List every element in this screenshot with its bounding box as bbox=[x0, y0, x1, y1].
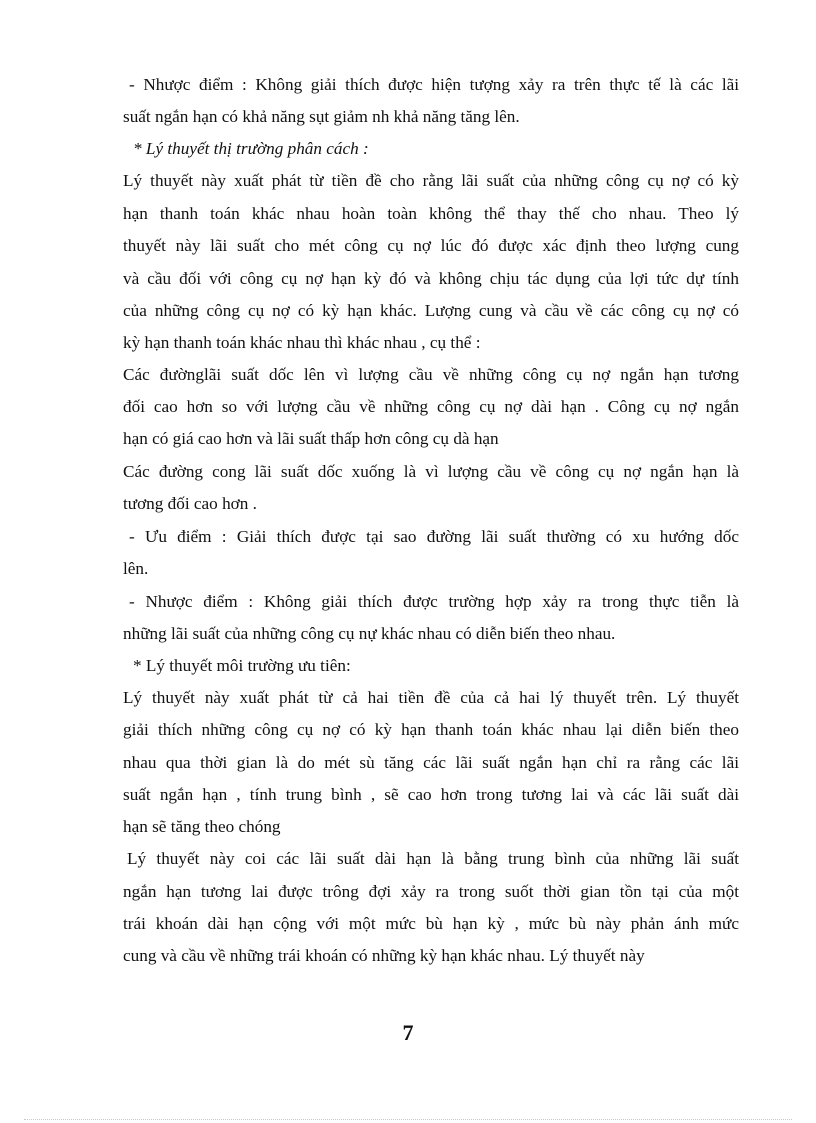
text-line: lên. bbox=[123, 559, 149, 578]
text-line: Lý thuyết này coi các lãi suất dài hạn là bằng trung bình của những lãi suất bbox=[127, 849, 739, 868]
text-line: hạn có giá cao hơn và lãi suất thấp hơn công cụ dà hạn bbox=[123, 429, 499, 448]
text-line: Các đườnglãi suất dốc lên vì lượng cầu về những công cụ nợ ngắn hạn tương bbox=[123, 365, 739, 384]
text-line: - Nhược điểm : Không giải thích được trường hợp xảy ra trong thực tiễn là bbox=[129, 592, 739, 611]
text-line: Các đường cong lãi suất dốc xuống là vì lượng cầu về công cụ nợ ngắn hạn là bbox=[123, 462, 739, 481]
text-line: suất ngắn hạn , tính trung bình , sẽ cao hơn trong tương lai và các lãi suất dài bbox=[123, 785, 739, 804]
page-bottom-divider bbox=[24, 1119, 792, 1120]
text-line: cung và cầu về những trái khoán có những kỳ hạn khác nhau. Lý thuyết này bbox=[123, 946, 645, 965]
text-line: thuyết này lãi suất cho mét công cụ nợ lúc đó được xác định theo lượng cung bbox=[123, 236, 739, 255]
text-line: kỳ hạn thanh toán khác nhau thì khác nhau , cụ thể : bbox=[123, 333, 481, 352]
text-line: nhau qua thời gian là do mét sù tăng các lãi suất ngắn hạn chỉ ra rằng các lãi bbox=[123, 753, 739, 772]
page-number: 7 bbox=[402, 1020, 414, 1045]
text-line: giải thích những công cụ nợ có kỳ hạn thanh toán khác nhau lại diễn biến theo bbox=[123, 720, 739, 739]
text-line: - Nhược điểm : Không giải thích được hiện tượng xảy ra trên thực tế là các lãi bbox=[129, 75, 739, 94]
text-line: ngắn hạn tương lai được trông đợi xảy ra trong suốt thời gian tồn tại của một bbox=[123, 882, 739, 901]
text-line: Lý thuyết này xuất phát từ tiền đề cho rằng lãi suất của những công cụ nợ có kỳ bbox=[123, 171, 739, 190]
text-line: suất ngắn hạn có khả năng sụt giảm nh khả năng tăng lên. bbox=[123, 107, 520, 126]
text-line: tương đối cao hơn . bbox=[123, 494, 257, 513]
text-line: Lý thuyết này xuất phát từ cả hai tiền đề của cả hai lý thuyết trên. Lý thuyết bbox=[123, 688, 739, 707]
text-line: của những công cụ nợ có kỳ hạn khác. Lượng cung và cầu về các công cụ nợ có bbox=[123, 301, 739, 320]
section-heading: * Lý thuyết môi trường ưu tiên: bbox=[133, 656, 351, 675]
text-line: đối cao hơn so với lượng cầu về những công cụ nợ dài hạn . Công cụ nợ ngắn bbox=[123, 397, 739, 416]
text-line: hạn sẽ tăng theo chóng bbox=[123, 817, 281, 836]
section-heading: * Lý thuyết thị trường phân cách : bbox=[133, 139, 369, 158]
text-line: trái khoán dài hạn cộng với một mức bù hạn kỳ , mức bù này phản ánh mức bbox=[123, 914, 739, 933]
text-line: và cầu đối với công cụ nợ hạn kỳ đó và không chịu tác dụng của lợi tức dự tính bbox=[123, 269, 739, 288]
text-line: những lãi suất của những công cụ nự khác nhau có diễn biến theo nhau. bbox=[123, 624, 616, 643]
text-line: hạn thanh toán khác nhau hoàn toàn không thể thay thế cho nhau. Theo lý bbox=[123, 204, 739, 223]
text-line: - Ưu điểm : Giải thích được tại sao đường lãi suất thường có xu hướng dốc bbox=[129, 527, 739, 546]
